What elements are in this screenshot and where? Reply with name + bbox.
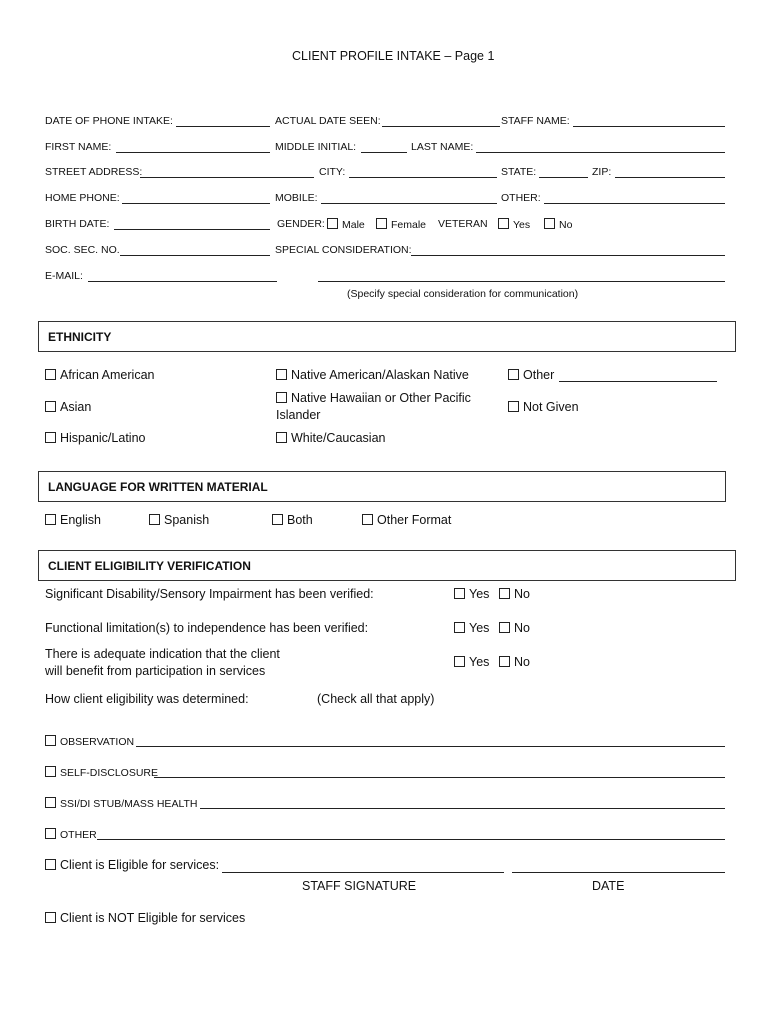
q3-yes-option[interactable]: Yes [454,655,489,669]
eligibility-date-field[interactable] [512,872,725,873]
checkbox-icon [276,369,287,380]
ethnicity-white[interactable]: White/Caucasian [276,431,386,445]
not-eligible-option[interactable]: Client is NOT Eligible for services [45,911,245,925]
zip-field[interactable] [615,177,725,178]
ethnicity-header: ETHNICITY [38,321,736,352]
checkbox-icon [276,432,287,443]
checkbox-icon [544,218,555,229]
checkbox-icon [454,656,465,667]
checkbox-icon [45,401,56,412]
last-name-label: LAST NAME: [411,141,474,153]
special-consideration-label: SPECIAL CONSIDERATION: [275,244,412,256]
checkbox-icon [376,218,387,229]
special-consideration-note: (Specify special consideration for communication) [347,288,579,300]
checkbox-icon [45,369,56,380]
ssi-option[interactable]: SSI/DI STUB/MASS HEALTH [45,797,198,810]
mobile-field[interactable] [321,203,497,204]
eligibility-q1: Significant Disability/Sensory Impairment has been verified: [45,587,374,601]
street-address-field[interactable] [140,177,314,178]
date-phone-intake-field[interactable] [176,126,270,127]
checkbox-icon [45,859,56,870]
language-both[interactable]: Both [272,513,313,527]
language-other-format[interactable]: Other Format [362,513,451,527]
ethnicity-other[interactable]: Other [508,368,554,382]
ethnicity-african-american[interactable]: African American [45,368,154,382]
checkbox-icon [454,622,465,633]
veteran-label: VETERAN [438,218,488,230]
checkbox-icon [362,514,373,525]
middle-initial-field[interactable] [361,152,407,153]
observation-option[interactable]: OBSERVATION [45,735,134,748]
ssn-label: SOC. SEC. NO. [45,244,120,256]
checkbox-icon [45,514,56,525]
ethnicity-native-hawaiian[interactable]: Native Hawaiian or Other Pacific [276,391,471,405]
language-header: LANGUAGE FOR WRITTEN MATERIAL [38,471,726,502]
ethnicity-other-field[interactable] [559,381,717,382]
checkbox-icon [454,588,465,599]
language-spanish[interactable]: Spanish [149,513,209,527]
checkbox-icon [45,432,56,443]
date-phone-intake-label: DATE OF PHONE INTAKE: [45,115,173,127]
email-label: E-MAIL: [45,270,83,282]
ethnicity-native-american[interactable]: Native American/Alaskan Native [276,368,469,382]
q2-no-option[interactable]: No [499,621,530,635]
first-name-label: FIRST NAME: [45,141,112,153]
checkbox-icon [45,912,56,923]
other-phone-label: OTHER: [501,192,541,204]
q1-yes-option[interactable]: Yes [454,587,489,601]
gender-female-option[interactable]: Female [376,218,426,231]
observation-field[interactable] [136,746,725,747]
ethnicity-not-given[interactable]: Not Given [508,400,579,414]
checkbox-icon [508,401,519,412]
veteran-no-option[interactable]: No [544,218,572,231]
state-field[interactable] [539,177,588,178]
birth-date-field[interactable] [114,229,270,230]
home-phone-field[interactable] [122,203,270,204]
street-address-label: STREET ADDRESS: [45,166,143,178]
birth-date-label: BIRTH DATE: [45,218,110,230]
city-field[interactable] [349,177,497,178]
ethnicity-native-hawaiian-line2: Islander [276,408,321,422]
self-disclosure-field[interactable] [154,777,725,778]
staff-signature-field[interactable] [222,872,504,873]
checkbox-icon [499,622,510,633]
other-method-option[interactable]: OTHER [45,828,97,841]
eligibility-header: CLIENT ELIGIBILITY VERIFICATION [38,550,736,581]
actual-date-seen-label: ACTUAL DATE SEEN: [275,115,381,127]
veteran-yes-option[interactable]: Yes [498,218,530,231]
zip-label: ZIP: [592,166,612,178]
ssi-field[interactable] [200,808,725,809]
eligibility-q2: Functional limitation(s) to independence has been verified: [45,621,369,635]
actual-date-seen-field[interactable] [382,126,500,127]
checkbox-icon [499,588,510,599]
q3-no-option[interactable]: No [499,655,530,669]
email-field[interactable] [88,281,277,282]
city-label: CITY: [319,166,346,178]
first-name-field[interactable] [116,152,270,153]
home-phone-label: HOME PHONE: [45,192,120,204]
checkbox-icon [45,797,56,808]
special-consideration-field-2[interactable] [318,281,725,282]
special-consideration-field[interactable] [411,255,725,256]
checkbox-icon [499,656,510,667]
checkbox-icon [45,828,56,839]
ssn-field[interactable] [120,255,270,256]
eligibility-q3-line2: will benefit from participation in services [45,664,266,678]
checkbox-icon [276,392,287,403]
staff-name-label: STAFF NAME: [501,115,570,127]
checkbox-icon [272,514,283,525]
language-english[interactable]: English [45,513,101,527]
how-determined-label: How client eligibility was determined: [45,692,249,706]
mobile-label: MOBILE: [275,192,318,204]
eligibility-q3-line1: There is adequate indication that the client [45,647,280,661]
q2-yes-option[interactable]: Yes [454,621,489,635]
other-method-field[interactable] [97,839,725,840]
other-phone-field[interactable] [544,203,725,204]
middle-initial-label: MIDDLE INITIAL: [275,141,357,153]
date-label: DATE [592,879,625,893]
staff-name-field[interactable] [573,126,725,127]
checkbox-icon [498,218,509,229]
checkbox-icon [508,369,519,380]
page-title: CLIENT PROFILE INTAKE – Page 1 [292,49,495,63]
gender-male-option[interactable]: Male [327,218,365,231]
ethnicity-hispanic[interactable]: Hispanic/Latino [45,431,145,445]
checkbox-icon [149,514,160,525]
check-all-note: (Check all that apply) [317,692,435,706]
ethnicity-asian[interactable]: Asian [45,400,91,414]
checkbox-icon [45,735,56,746]
eligible-option[interactable]: Client is Eligible for services: [45,858,219,872]
q1-no-option[interactable]: No [499,587,530,601]
gender-label: GENDER: [277,218,325,230]
last-name-field[interactable] [476,152,725,153]
self-disclosure-option[interactable]: SELF-DISCLOSURE [45,766,158,779]
checkbox-icon [45,766,56,777]
checkbox-icon [327,218,338,229]
state-label: STATE: [501,166,537,178]
staff-signature-label: STAFF SIGNATURE [302,879,417,893]
